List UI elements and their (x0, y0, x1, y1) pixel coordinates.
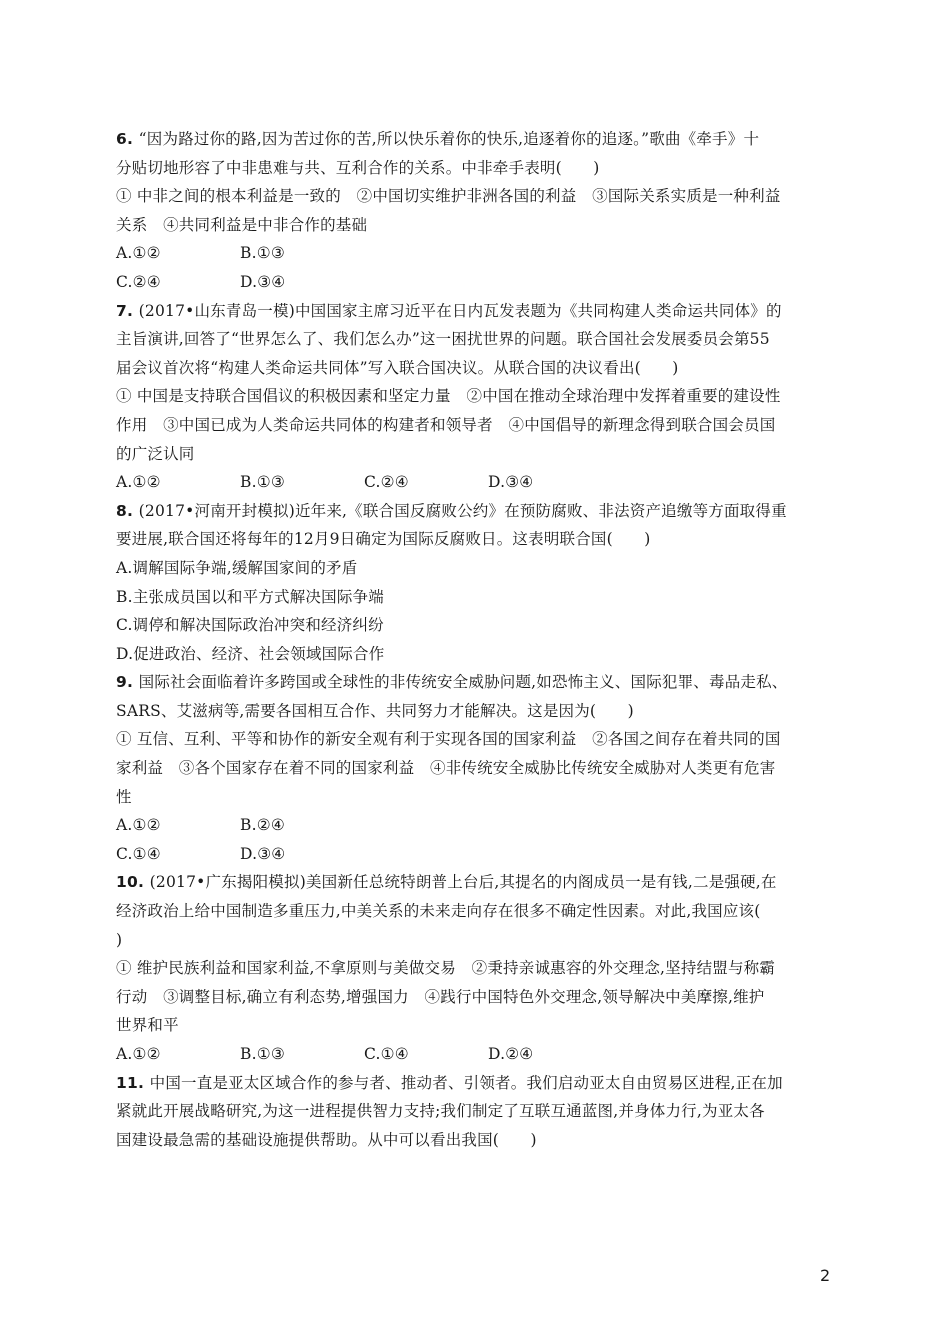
question-text: 世界和平 (116, 1016, 179, 1035)
question-text: 作用 ③中国已成为人类命运共同体的构建者和领导者 ④中国倡导的新理念得到联合国会员国 (116, 415, 776, 434)
question-text: 主旨演讲,回答了“世界怎么了、我们怎么办”这一困扰世界的问题。联合国社会发展委员会第55 (116, 330, 770, 349)
question-text: ① 互信、互利、平等和协作的新安全观有利于实现各国的国家利益 ②各国之间存在着共同的国 (116, 730, 781, 749)
question-text: (2017•河南开封模拟)近年来,《联合国反腐败公约》在预防腐败、非法资产追缴等方面取得重 (138, 501, 787, 520)
page-number: 2 (820, 1266, 831, 1285)
question-text-line (116, 125, 832, 154)
question-text-line (116, 382, 832, 411)
question-text-line (116, 983, 832, 1012)
question-text: SARS、艾滋病等,需要各国相互合作、共同努力才能解决。这是因为( ) (116, 701, 634, 720)
question-text: (2017•山东青岛一模)中国国家主席习近平在日内瓦发表题为《共同构建人类命运共同体》的 (138, 301, 782, 320)
answer-option: B.①③ (240, 244, 285, 263)
question-8 (116, 497, 832, 669)
answer-option: B.①③ (240, 473, 285, 492)
question-text: 届会议首次将“构建人类命运共同体”写入联合国决议。从联合国的决议看出( ) (116, 358, 679, 377)
question-text: 国建设最急需的基础设施提供帮助。从中可以看出我国( ) (116, 1130, 537, 1149)
question-text-line (116, 1126, 832, 1155)
options-row (116, 468, 832, 497)
question-number: 8. (116, 501, 139, 520)
question-10 (116, 868, 832, 1068)
options-row (116, 840, 832, 869)
question-7 (116, 297, 832, 497)
options-row (116, 811, 832, 840)
question-text: D.促进政治、经济、社会领域国际合作 (116, 644, 385, 663)
answer-option: C.②④ (364, 473, 409, 492)
question-text: ) (116, 930, 123, 949)
question-text: 国际社会面临着许多跨国或全球性的非传统安全威胁问题,如恐怖主义、国际犯罪、毒品走私、 (138, 673, 788, 692)
question-text-line (116, 725, 832, 754)
question-list (116, 125, 832, 1154)
question-text-line (116, 325, 832, 354)
question-number: 7. (116, 301, 139, 320)
question-text: 分贴切地形容了中非患难与共、互利合作的关系。中非牵手表明( ) (116, 158, 600, 177)
answer-option: D.③④ (240, 844, 286, 863)
question-text-line (116, 154, 832, 183)
answer-option: C.①④ (116, 844, 161, 863)
question-text-line (116, 1011, 832, 1040)
question-text: 经济政治上给中国制造多重压力,中美关系的未来走向存在很多不确定性因素。对此,我国应该( (116, 902, 761, 921)
question-number: 9. (116, 673, 139, 692)
question-text-line (116, 926, 832, 955)
question-text: “因为路过你的路,因为苦过你的苦,所以快乐着你的快乐,追逐着你的追逐。”歌曲《牵手》十 (138, 130, 760, 148)
answer-option: C.①④ (364, 1045, 409, 1063)
question-number: 10. (116, 873, 150, 892)
question-9 (116, 668, 832, 868)
question-11 (116, 1069, 832, 1155)
options-row (116, 268, 832, 297)
question-text: 要进展,联合国还将每年的12月9日确定为国际反腐败日。这表明联合国( ) (116, 530, 651, 549)
question-text-line (116, 1069, 832, 1098)
question-text-line (116, 440, 832, 469)
answer-option: C.②④ (116, 272, 161, 291)
question-text: C.调停和解决国际政治冲突和经济纠纷 (116, 616, 384, 635)
question-text: B.主张成员国以和平方式解决国际争端 (116, 587, 384, 606)
question-text-line (116, 868, 832, 897)
answer-option: B.②④ (240, 816, 285, 835)
question-6 (116, 125, 832, 297)
answer-option: D.②④ (488, 1045, 534, 1063)
question-text-line (116, 954, 832, 983)
options-row (116, 1040, 832, 1069)
question-text-line (116, 754, 832, 783)
question-text-line (116, 1097, 832, 1126)
answer-option: D.③④ (488, 473, 534, 492)
question-text: 的广泛认同 (116, 444, 195, 463)
question-text-line (116, 525, 832, 554)
question-text: 紧就此开展战略研究,为这一进程提供智力支持;我们制定了互联互通蓝图,并身体力行,为亚太各 (116, 1102, 765, 1121)
question-text-line (116, 554, 832, 583)
question-text-line (116, 783, 832, 812)
question-text-line (116, 697, 832, 726)
question-text-line (116, 411, 832, 440)
options-row (116, 239, 832, 268)
answer-option: B.①③ (240, 1045, 285, 1063)
answer-option: A.①② (116, 473, 161, 492)
question-text: A.调解国际争端,缓解国家间的矛盾 (116, 558, 358, 577)
question-text: 中国一直是亚太区域合作的参与者、推动者、引领者。我们启动亚太自由贸易区进程,正在加 (149, 1073, 783, 1092)
question-text: ① 维护民族利益和国家利益,不拿原则与美做交易 ②秉持亲诚惠容的外交理念,坚持结盟与称霸 (116, 959, 776, 978)
question-text: 行动 ③调整目标,确立有利态势,增强国力 ④践行中国特色外交理念,领导解决中美摩擦,维护 (116, 987, 765, 1006)
question-text-line (116, 297, 832, 326)
question-text-line (116, 354, 832, 383)
question-text: ① 中非之间的根本利益是一致的 ②中国切实维护非洲各国的利益 ③国际关系实质是一种利益 (116, 187, 781, 206)
question-text-line (116, 668, 832, 697)
question-text-line (116, 583, 832, 612)
question-text-line (116, 640, 832, 669)
question-number: 11. (116, 1073, 150, 1092)
question-text-line (116, 897, 832, 926)
question-text: (2017•广东揭阳模拟)美国新任总统特朗普上台后,其提名的内阁成员一是有钱,二是强硬,在 (149, 873, 777, 892)
question-text: 家利益 ③各个国家存在着不同的国家利益 ④非传统安全威胁比传统安全威胁对人类更有危害 (116, 759, 776, 778)
question-text-line (116, 211, 832, 240)
question-text-line (116, 182, 832, 211)
answer-option: A.①② (116, 816, 161, 835)
answer-option: A.①② (116, 1045, 161, 1063)
answer-option: A.①② (116, 244, 161, 263)
answer-option: D.③④ (240, 272, 286, 291)
question-text-line (116, 611, 832, 640)
question-text-line (116, 497, 832, 526)
question-text: 关系 ④共同利益是中非合作的基础 (116, 215, 368, 234)
question-text: 性 (116, 787, 132, 806)
question-number: 6. (116, 130, 139, 148)
question-text: ① 中国是支持联合国倡议的积极因素和坚定力量 ②中国在推动全球治理中发挥着重要的建设性 (116, 387, 781, 406)
